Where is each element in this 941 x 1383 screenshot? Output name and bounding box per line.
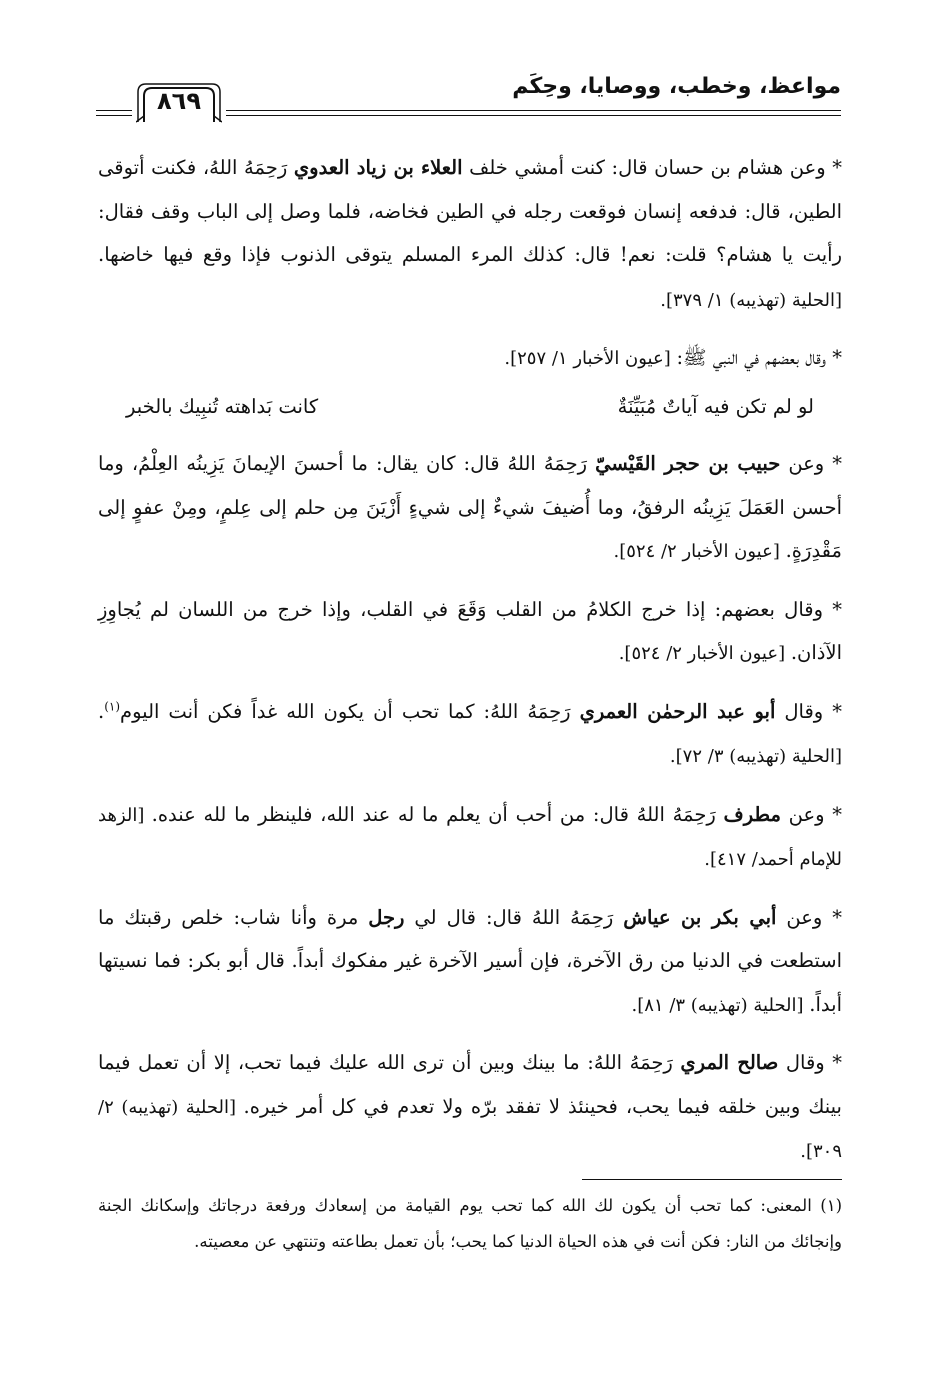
footnote-number: (١) (820, 1196, 842, 1215)
paragraph-text: رَحِمَهُ اللهُ: ما بينك وبين أن ترى الله عليك فيما تحب، إلا أن تعمل فيما بينك وبين خلقه فيما يحب، فحينئذ لا تفقد برّه ولا تعدم في كل أمر خيره. (98, 1051, 842, 1118)
person-name: أبي بكر بن عياش (623, 905, 777, 929)
paragraph (98, 896, 842, 1028)
footnote-marker[interactable]: (١) (104, 699, 121, 713)
paragraph-text: * وعن (780, 802, 843, 826)
paragraph-text: * وقال (775, 699, 842, 723)
paragraph-text: * وعن هشام بن حسان قال: كنت أمشي خلف (462, 156, 843, 179)
paragraph (98, 690, 842, 779)
paragraph-text: رَحِمَهُ اللهُ قال: من أحب أن يعلم ما له عند الله، فلينظر ما لله عنده. (151, 802, 724, 826)
person-name: العلاء بن زياد العدوي (293, 156, 463, 179)
paragraph-text: . (98, 699, 105, 723)
paragraph (98, 336, 842, 381)
running-title: مواعظ، وخطب، ووصايا، وحِكَم (512, 74, 841, 99)
source-reference: [عيون الأخبار ٢/ ٥٢٤]. (613, 541, 786, 562)
paragraph (98, 588, 842, 676)
paragraph-text: * وعن (780, 452, 842, 475)
header-rule (96, 110, 132, 111)
person-name: صالح المري (680, 1051, 779, 1074)
source-reference: [الحلية (تهذيبه) ١/ ٣٧٩]. (660, 289, 842, 311)
source-reference: [عيون الأخبار ٢/ ٥٢٤]. (618, 643, 791, 664)
paragraph (98, 793, 842, 882)
footnote-text: المعنى: كما تحب أن يكون لك الله كما تحب يوم القيامة من إسعادك ورفعة درجاتك وإسكانك الجنة وإنجائك من النار: فكن أنت في هذه الحياة الدنيا كما يحب؛ بأن تعمل بطاعته وتنتهي عن معصيته. (98, 1196, 842, 1251)
main-text (98, 146, 842, 1188)
source-reference: [عيون الأخبار ١/ ٢٥٧]. (504, 348, 677, 369)
paragraph-text: * وقال (778, 1051, 842, 1074)
person-name: مطرف (723, 802, 781, 826)
paragraph-text: رَحِمَهُ اللهُ قال: قال لي (404, 905, 624, 929)
page-header (96, 60, 841, 130)
header-rule (96, 115, 132, 116)
page-number: ٨٦٩ (157, 87, 201, 115)
header-rule (226, 110, 841, 111)
person-name: أبو عبد الرحمٰن العمري (579, 699, 776, 723)
paragraph-text: مرة وأنا شاب: خلص رقبتك ما استطعت في الدنيا من رق الآخرة، فإن أسير الآخرة غير مفكوك أبداً. قال أبو بكر: فما نسيتها أبداً. (98, 905, 842, 1016)
paragraph-text: رَحِمَهُ اللهُ، فكنت أتوقى الطين، قال: فدفعه إنسان فوقعت رجله في الطين فخاضه، فلما وصل إلى الباب وقف فقال: رأيت يا هشام؟ قلت: نعم! قال: كذلك المرء المسلم يتوقى الذنوب فإذا وقع فيها خاضها. (98, 156, 842, 266)
paragraph-text: * وعن (776, 905, 842, 929)
paragraph-text: * وقال بعضهم: إذا خرج الكلامُ من القلب وَقَعَ في القلب، وإذا خرج من اللسان لم يُجاوِزِ الآذان. (98, 597, 842, 664)
person-name: رجل (368, 905, 405, 929)
person-name: حبيب بن حجر القَيْسيّ (595, 452, 781, 475)
source-reference: [الحلية (تهذيبه) ٣/ ٨١]. (631, 994, 810, 1016)
source-reference: [الزهد للإمام أحمد/ ٤١٧]. (98, 804, 842, 870)
paragraph-text: رَحِمَهُ اللهُ قال: كان يقال: ما أحسنَ الإيمانَ يَزِينُه العِلْمُ، وما أحسن العَمَلَ يَزِينُه الرفقُ، وما أُضيفَ شيءٌ إلى شيءٍ أَزْيَنَ مِن حلم إلى عِلمٍ، ومِنْ عفوٍ إلى مَقْدِرَةٍ. (98, 452, 842, 562)
paragraph (98, 1041, 842, 1174)
paragraph (98, 442, 842, 574)
paragraph-text: رَحِمَهُ اللهُ: كما تحب أن يكون الله غداً فكن أنت اليوم (120, 699, 580, 723)
footnote (98, 1188, 842, 1260)
paragraph (98, 146, 842, 322)
paragraph-text: * وقال بعضهم في النبي ﷺ: (676, 346, 842, 369)
verse-hemistich: لو لم تكن فيه آياتٌ مُبَيِّنَةٌ (617, 394, 814, 418)
verse-hemistich: كانت بَداهته تُنبِيك بالخبر (126, 394, 319, 418)
source-reference: [الحلية (تهذيبه) ٣/ ٧٢]. (669, 746, 842, 767)
source-reference: [الحلية (تهذيبه) ٢/ ٣٠٩]. (98, 1096, 842, 1162)
poetry-verse (98, 385, 842, 429)
footnote-separator (582, 1179, 842, 1180)
header-rule (226, 115, 841, 116)
